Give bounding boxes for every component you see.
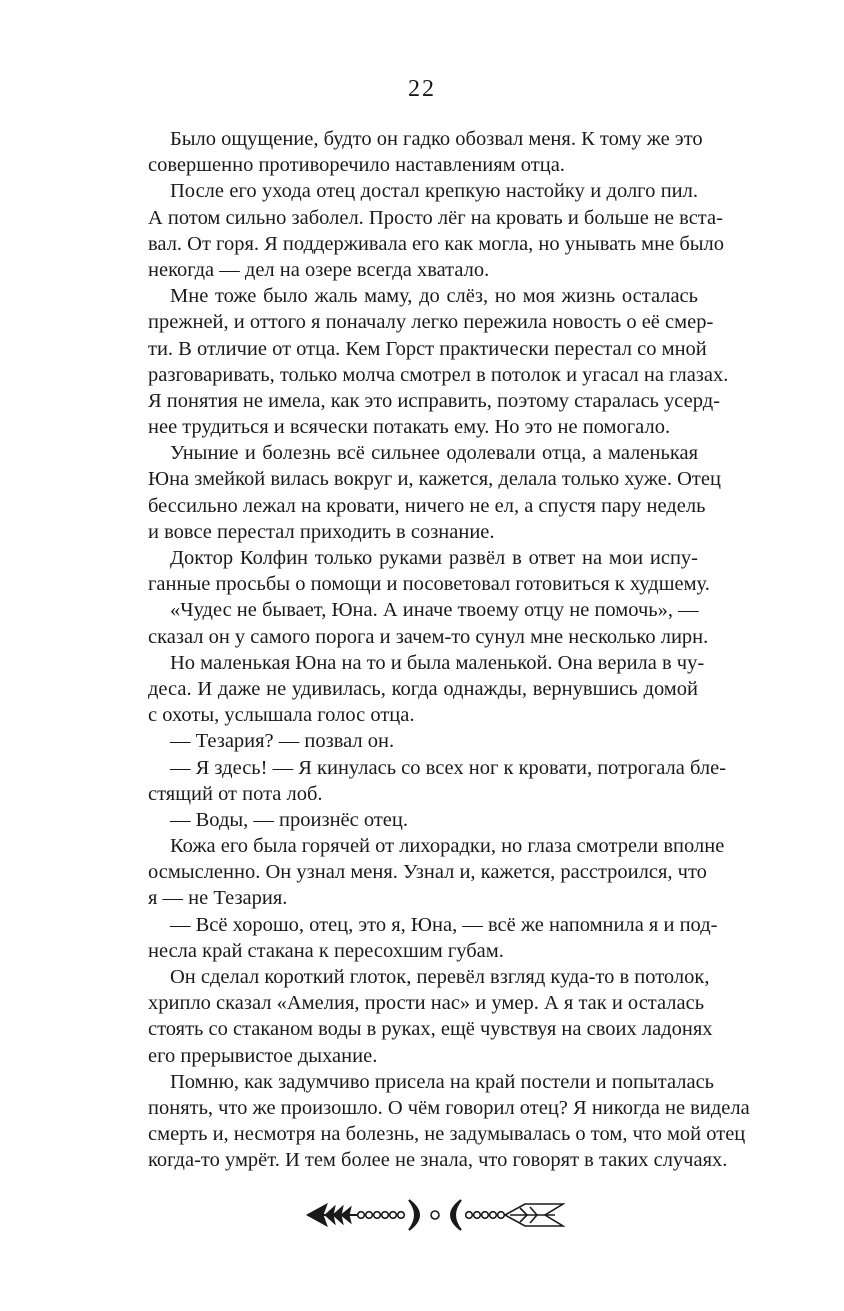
text-line: Уныние и болезнь всё сильнее одолевали отца, а маленькая: [170, 442, 698, 465]
text-line: вал. От горя. Я поддерживала его как могла, но унывать мне было: [148, 232, 725, 255]
text-line: бессильно лежал на кровати, ничего не ел, а спустя пару недель: [148, 494, 706, 517]
text-line: несла край стакана к пересохшим губам.: [148, 939, 504, 962]
text-line: его прерывистое дыхание.: [148, 1044, 378, 1067]
text-line: Юна змейкой вилась вокруг и, кажется, делала только хуже. Отец: [148, 468, 721, 491]
text-line: — Я здесь! — Я кинулась со всех ног к кровати, потрогала бле-: [170, 756, 727, 779]
arrow-moon-ornament-icon: [305, 1198, 565, 1232]
body-text: [148, 126, 750, 1174]
text-line: прежней, и оттого я поначалу легко пережила новость о её смер-: [148, 311, 714, 334]
text-line: Помню, как задумчиво присела на край постели и попыталась: [170, 1070, 715, 1093]
text-line: Он сделал короткий глоток, перевёл взгляд куда-то в потолок,: [170, 966, 710, 988]
text-line: некогда — дел на озере всегда хватало.: [148, 258, 490, 281]
page-number: 22: [408, 76, 436, 102]
text-line: деса. И даже не удивилась, когда однажды, вернувшись домой: [148, 677, 698, 700]
text-line: понять, что же произошло. О чём говорил отец? Я никогда не видела: [148, 1096, 750, 1119]
text-line: — Всё хорошо, отец, это я, Юна, — всё же напомнила я и под-: [170, 913, 718, 936]
text-line: и вовсе перестал приходить в сознание.: [148, 520, 495, 543]
text-line: «Чудес не бывает, Юна. А иначе твоему отцу не помочь», —: [170, 599, 699, 622]
text-line: когда-то умрёт. И тем более не знала, что говорят в таких случаях.: [148, 1149, 728, 1172]
text-line: ганные просьбы о помощи и посоветовал готовиться к худшему.: [148, 573, 710, 596]
text-line: стоять со стаканом воды в руках, ещё чувствуя на своих ладонях: [148, 1018, 713, 1041]
text-line: смерть и, несмотря на болезнь, не задумывалась о том, что мой отец: [148, 1123, 746, 1146]
text-line: Доктор Колфин только руками развёл в ответ на мои испу-: [170, 547, 698, 569]
text-line: с охоты, услышала голос отца.: [148, 704, 415, 727]
text-line: ти. В отличие от отца. Кем Горст практически перестал со мной: [148, 337, 707, 360]
text-line: А потом сильно заболел. Просто лёг на кровать и больше не вста-: [148, 206, 723, 229]
text-line: — Тезария? — позвал он.: [170, 730, 395, 753]
text-line: осмысленно. Он узнал меня. Узнал и, кажется, расстроился, что: [148, 861, 707, 884]
text-line: разговаривать, только молча смотрел в потолок и угасал на глазах.: [148, 363, 729, 386]
text-line: стящий от пота лоб.: [148, 782, 323, 805]
text-line: нее трудиться и всячески потакать ему. Но это не помогало.: [148, 416, 671, 439]
text-line: — Воды, — произнёс отец.: [170, 808, 409, 831]
text-line: сказал он у самого порога и зачем-то сунул мне несколько лирн.: [148, 625, 709, 648]
text-line: Но маленькая Юна на то и была маленькой. Она верила в чу-: [170, 651, 705, 674]
text-line: совершенно противоречило наставлениям отца.: [148, 154, 565, 177]
text-line: Было ощущение, будто он гадко обозвал меня. К тому же это: [170, 128, 703, 150]
text-line: Кожа его была горячей от лихорадки, но глаза смотрели вполне: [170, 835, 725, 858]
text-line: Я понятия не имела, как это исправить, поэтому старалась усерд-: [148, 389, 720, 412]
text-line: я — не Тезария.: [148, 887, 288, 910]
text-line: После его ухода отец достал крепкую настойку и долго пил.: [170, 180, 698, 203]
text-line: хрипло сказал «Амелия, прости нас» и умер. А я так и осталась: [148, 992, 705, 1015]
text-line: Мне тоже было жаль маму, до слёз, но моя жизнь осталась: [170, 285, 698, 308]
